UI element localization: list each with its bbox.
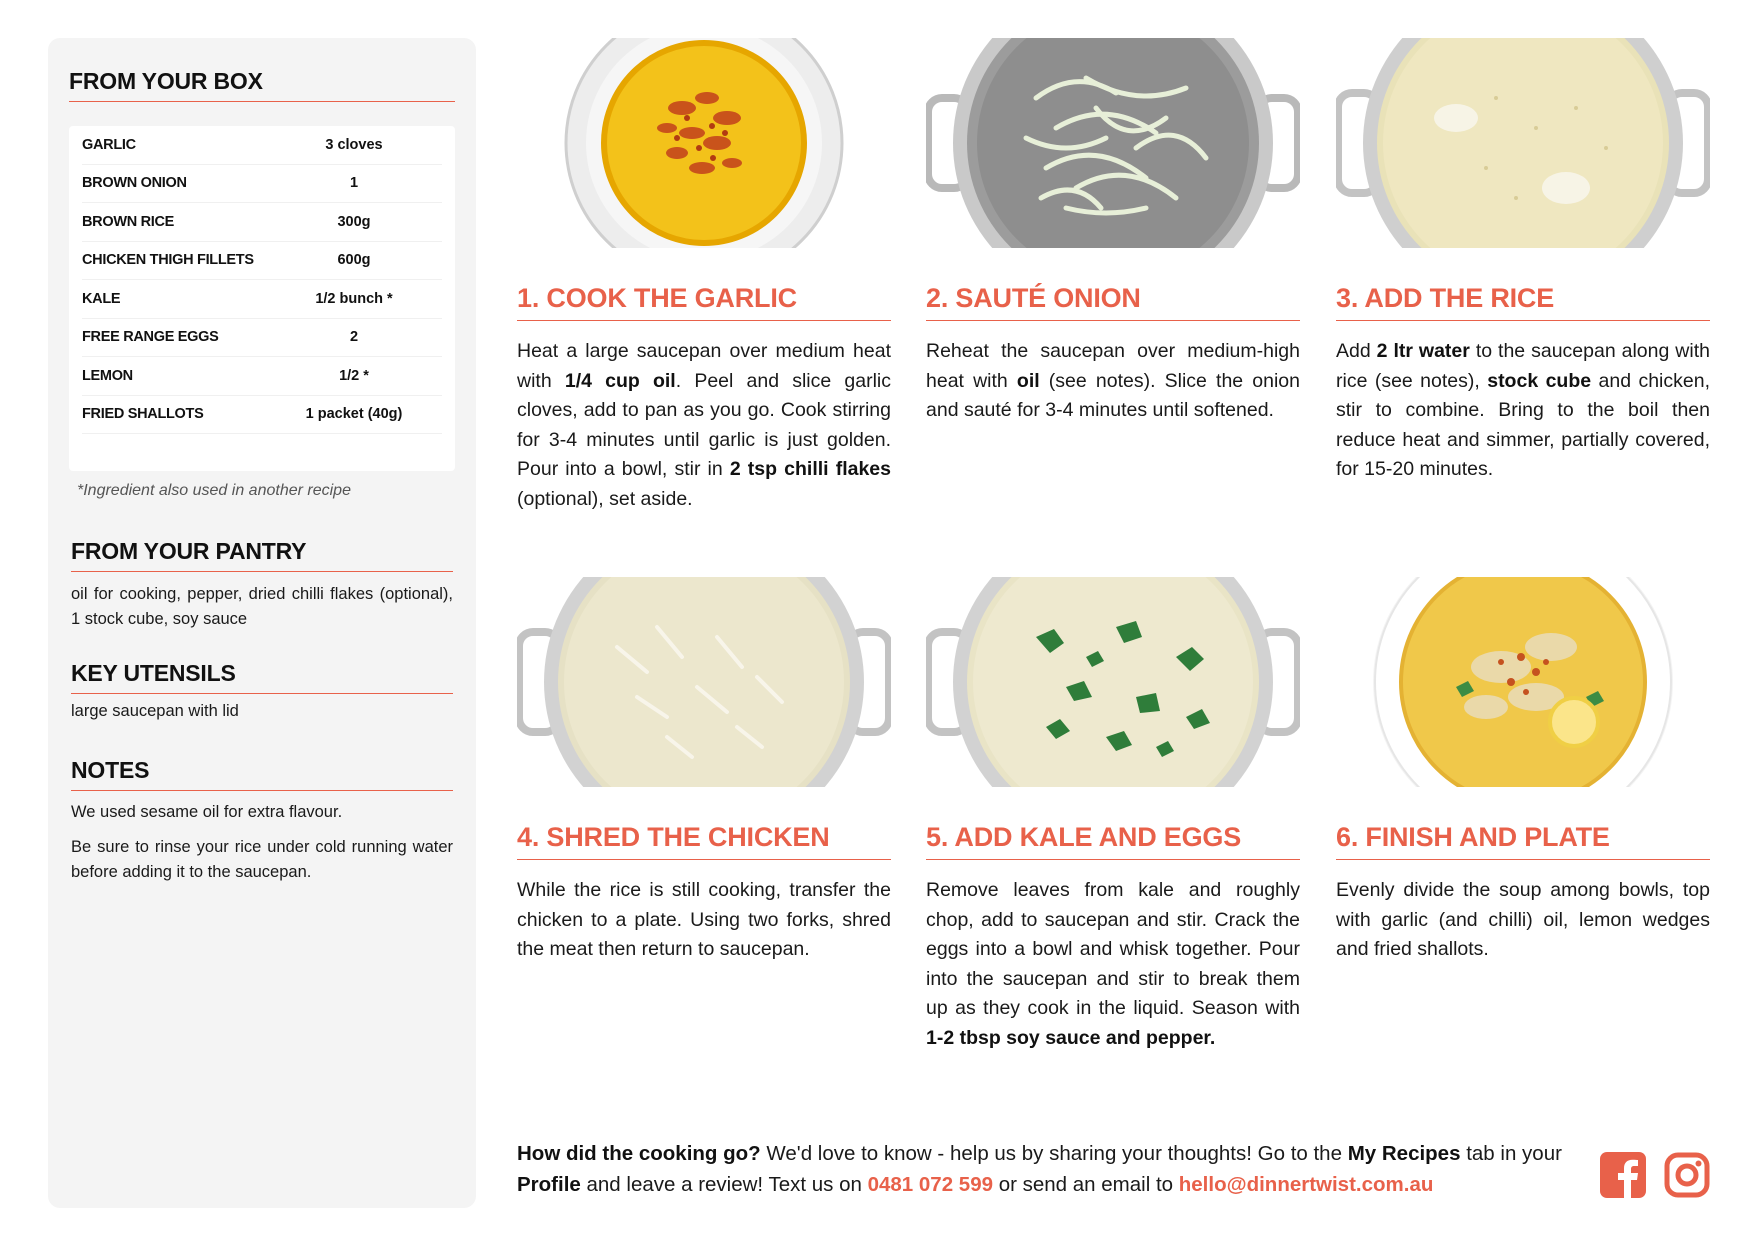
step-1-body [517,337,891,514]
step-text: (see notes). Slice the onion and sauté for 3-4 minutes until softened. [926,369,1300,421]
step-text: . Peel and slice garlic cloves, add to pan as you go. Cook stirring for 3-4 minutes until garlic is just golden. Pour into a bowl, stir in [517,369,892,480]
note-line: Be sure to rinse your rice under cold running water before adding it to the saucepan. [71,838,453,881]
ingredient-name: KALE [82,290,121,307]
step-4-title: 4. SHRED THE CHICKEN [517,822,891,860]
ingredient-qty: 3 cloves [325,136,383,153]
ingredient-name: FRIED SHALLOTS [82,406,204,423]
step-ingredient-bold: 1/4 cup oil [564,369,676,392]
step-6-title: 6. FINISH AND PLATE [1336,822,1710,860]
step-4-photo [517,577,891,787]
ingredient-name: LEMON [82,367,133,384]
step-ingredient-bold: 2 tsp chilli flakes [729,458,891,480]
step-text: Evenly divide the soup among bowls, top with garlic (and chilli) oil, lemon wedges and fried shallots. [1336,879,1710,960]
step-2-title: 2. SAUTÉ ONION [926,283,1300,321]
ingredient-qty: 1/2 bunch * [315,290,393,307]
step-text: (optional), set aside. [517,487,693,510]
step-1-title: 1. COOK THE GARLIC [517,283,891,321]
step-4-body [517,876,891,965]
ingredient-name: BROWN RICE [82,213,175,230]
footer-question: How did the cooking go? [517,1142,761,1165]
facebook-icon[interactable] [1600,1152,1646,1198]
step-text: Heat a large saucepan over medium heat with [517,340,891,392]
step-text: and chicken, stir to combine. Bring to the boil then reduce heat and simmer, partially covered, for 15-20 minutes. [1336,369,1710,480]
ingredient-row [82,203,442,242]
step-5-photo [926,577,1300,787]
ingredients-sidebar [48,38,476,1208]
ingredient-name: FREE RANGE EGGS [82,329,219,346]
step-ingredient-bold: 2 ltr water [1376,340,1470,362]
ingredient-qty: 2 [349,329,359,346]
notes-text [71,800,453,895]
step-1-photo [517,38,891,248]
step-ingredient-bold: stock cube [1487,369,1592,392]
footer-text: tab in your [1460,1142,1562,1165]
ingredient-row [82,242,442,281]
step-text: While the rice is still cooking, transfer the chicken to a plate. Using two forks, shred the meat then return to saucepan. [517,879,891,960]
step-5-body [926,876,1300,1053]
ingredient-row [82,357,442,396]
ingredients-table [69,126,455,471]
utensils-text: large saucepan with lid [71,702,239,720]
ingredient-qty: 1 packet (40g) [305,406,403,423]
profile-label: Profile [517,1173,581,1196]
feedback-footer [517,1138,1577,1200]
step-ingredient-bold: oil [1016,369,1040,392]
step-2-photo [926,38,1300,248]
ingredient-footnote: *Ingredient also used in another recipe [77,482,351,499]
step-text: Remove leaves from kale and roughly chop, add to saucepan and stir. Crack the eggs into a bowl and whisk together. Pour into the saucepan and stir to break them up as they cook in the liquid. Season with [926,879,1300,1019]
notes-heading: NOTES [71,757,453,791]
ingredient-row [82,396,442,435]
ingredient-qty: 1/2 * [339,367,369,384]
note-line: We used sesame oil for extra flavour. [71,803,343,821]
phone-link[interactable]: 0481 072 599 [867,1173,993,1196]
step-5-title: 5. ADD KALE AND EGGS [926,822,1300,860]
step-text: Add [1336,340,1377,362]
footer-text: or send an email to [993,1173,1179,1196]
step-3-body [1336,337,1710,485]
step-text: to the saucepan along with rice (see notes), [1336,340,1710,392]
step-3-photo [1336,38,1710,248]
pantry-text: oil for cooking, pepper, dried chilli flakes (optional), 1 stock cube, soy sauce [71,585,453,628]
footer-text: and leave a review! Text us on [580,1173,868,1196]
my-recipes-label: My Recipes [1347,1142,1461,1165]
ingredient-qty: 600g [337,252,371,269]
ingredient-row [82,319,442,358]
key-utensils-heading: KEY UTENSILS [71,660,453,694]
step-text: Reheat the saucepan over medium-high heat with [926,340,1300,392]
instagram-icon[interactable] [1664,1152,1710,1198]
ingredient-qty: 1 [349,175,359,192]
ingredient-row [82,126,442,165]
ingredient-name: CHICKEN THIGH FILLETS [82,252,254,269]
ingredient-qty: 300g [337,213,371,230]
email-link[interactable]: hello@dinnertwist.com.au [1178,1173,1434,1196]
from-your-pantry-heading: FROM YOUR PANTRY [71,538,453,572]
step-6-photo [1336,577,1710,787]
ingredient-name: GARLIC [82,136,136,153]
ingredient-row [82,280,442,319]
from-your-box-heading: FROM YOUR BOX [69,68,455,102]
footer-text: We'd love to know - help us by sharing your thoughts! Go to the [760,1142,1348,1165]
ingredient-row [82,165,442,204]
step-6-body [1336,876,1710,965]
step-3-title: 3. ADD THE RICE [1336,283,1710,321]
step-ingredient-bold: 1-2 tbsp soy sauce and pepper. [926,1026,1216,1049]
step-2-body [926,337,1300,426]
ingredient-name: BROWN ONION [82,175,187,192]
